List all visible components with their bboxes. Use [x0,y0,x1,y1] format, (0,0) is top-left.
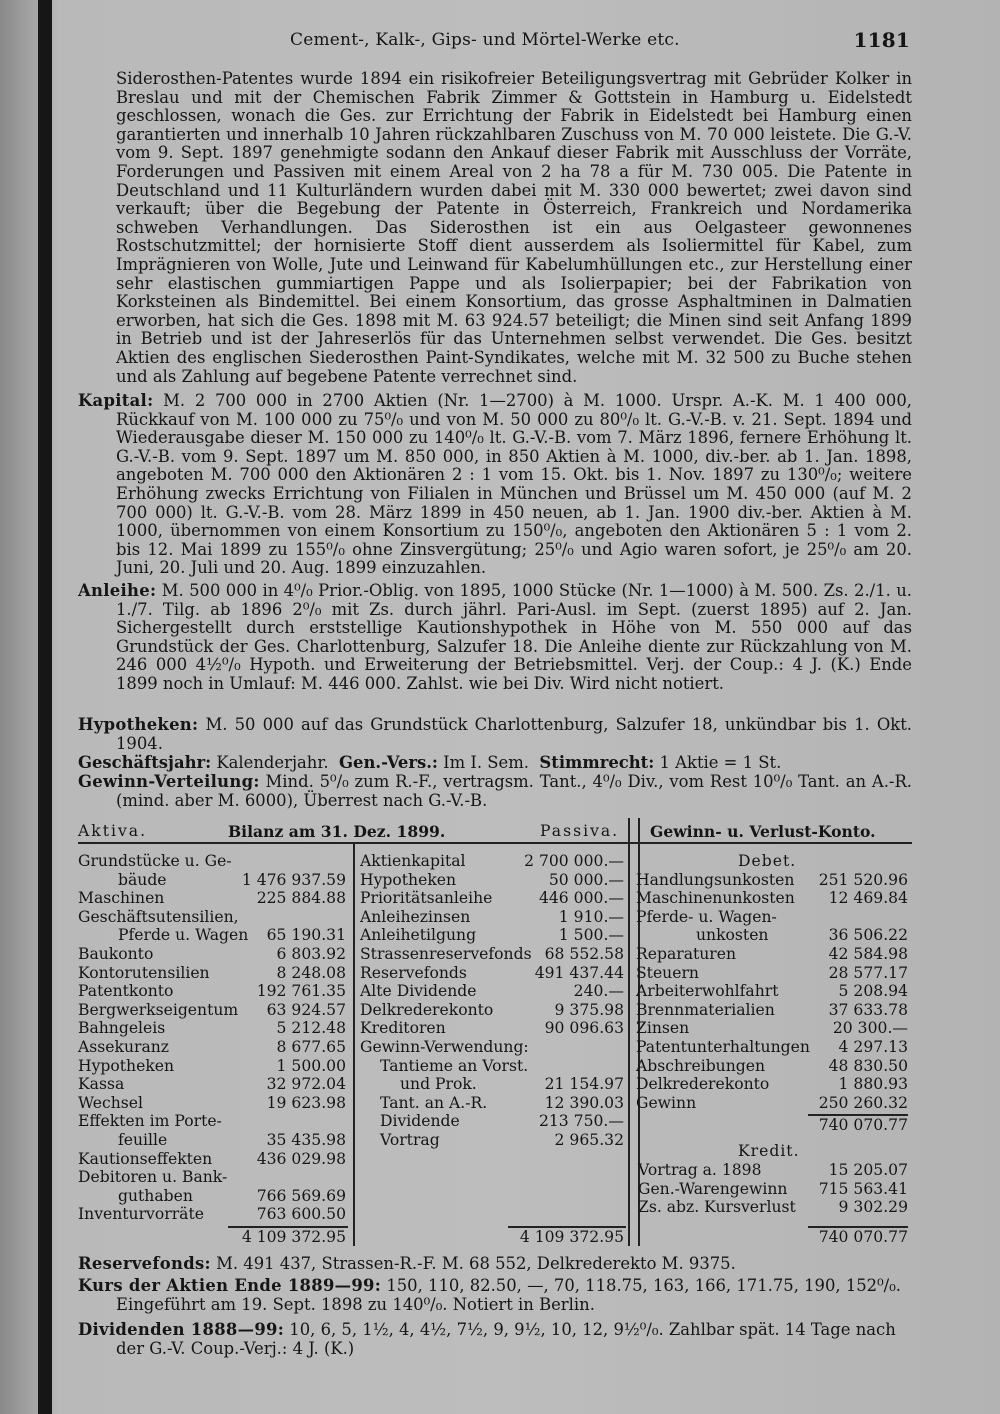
line-item-label: Arbeiterwohlfahrt [636,982,779,1001]
line-item-label: Wechsel [78,1093,143,1112]
kapital-section [78,392,912,578]
kapital-label: Kapital: [78,391,154,410]
line-item-label: Alte Dividende [360,982,477,1001]
binding-margin [38,0,52,1414]
line-item-amount: 42 584.98 [828,945,908,963]
line-item-amount: 1 500.— [558,926,624,945]
line-item-amount: 63 924.57 [266,1000,346,1019]
line-item-amount: 65 190.31 [266,926,346,945]
anleihe-text: M. 500 000 in 4⁰/₀ Prior.-Oblig. von 1895, 1000 Stücke (Nr. 1—1000) à M. 500. Zs. 2./1. u. 1./7. Tilg. ab 1896 2⁰/₀ mit Zs. durch jährl. Pari-Ausl. im Sept. (zuerst 1895) auf 2. Jan. Sichergestellt durch erststellige Kautionshypothek in Höhe von M. 550 000 auf das Grundstück der Ges. Charlottenburg, Salzufer 18. Die Anleihe diente zur Rückzahlung von M. 246 000 4½⁰/₀ Hypoth. und Erweiterung der Betriebsmittel. Verj. der Coup.: 4 J. (K.) Ende 1899 noch in Umlauf: M. 446 000. Zahlst. wie bei Div. Wird nicht notiert. [116,581,913,693]
line-item-amount: 32 972.04 [266,1075,346,1094]
kredit-heading: Kredit. [738,1142,800,1161]
stimmrecht-value: 1 Aktie = 1 St. [659,753,782,772]
kredit-total: 740 070.77 [818,1228,908,1246]
line-item-amount: 446 000.— [538,889,624,908]
line-item-label: Maschinenunkosten [636,889,795,908]
line-item-amount: 1 880.93 [838,1075,908,1094]
line-item-label: Zinsen [636,1019,690,1038]
line-item-amount: 12 469.84 [828,889,908,908]
line-item-label: Tantieme an Vorst. [380,1056,529,1075]
line-item-label: Bahngeleis [78,1019,166,1038]
kurs-line2: Eingeführt am 19. Sept. 1898 zu 140⁰/₀. Notiert in Berlin. [116,1295,595,1314]
line-item-amount: 766 569.69 [256,1186,346,1205]
header-title: Cement-, Kalk-, Gips- und Mörtel-Werke etc. [290,30,680,50]
hypotheken-section [78,716,912,753]
line-item-label: Kassa [78,1075,125,1094]
line-item-label: Steuern [636,963,699,982]
line-item-label: Grundstücke u. Ge- [78,852,232,870]
hypotheken-label: Hypotheken: [78,715,199,734]
bilanz-title: Bilanz am 31. Dez. 1899. [228,822,446,841]
line-item-amount: 21 154.97 [544,1075,624,1094]
line-item-label: Inventurvorräte [78,1205,204,1224]
line-item-label: Gewinn [636,1093,697,1112]
dividenden-section [78,1320,912,1358]
line-item-label: Strassenreservefonds [360,945,532,963]
line-item-amount: 240.— [573,982,624,1001]
anleihe-label: Anleihe: [78,581,157,600]
line-item-amount: 1 910.— [558,907,624,926]
reservefonds-label: Reservefonds: [78,1254,211,1273]
line-item-amount: 8 248.08 [276,963,346,982]
line-item-label: Bergwerkseigentum [78,1000,239,1019]
line-item-amount: 8 677.65 [276,1038,346,1056]
line-item-label: Tant. an A.-R. [380,1093,488,1112]
kredit-sum-rule [808,1226,908,1228]
line-item-label: Aktienkapital [360,852,466,870]
line-item-label: Handlungsunkosten [636,870,795,889]
reservefonds-line [78,1254,912,1273]
line-item-label: Gen.-Warengewinn [638,1179,788,1198]
line-item-amount: 192 761.35 [256,982,346,1001]
line-item-amount: 15 205.07 [828,1161,908,1179]
line-item-label: Kautionseffekten [78,1149,213,1168]
gewinn-verteilung-label: Gewinn-Verteilung: [78,772,260,791]
hypotheken-text: M. 50 000 auf das Grundstück Charlottenburg, Salzufer 18, unkündbar bis 1. Okt. 1904. [116,715,912,753]
line-item-label: Patentkonto [78,982,174,1001]
passiva-divider [628,818,630,1246]
gv-konto-title: Gewinn- u. Verlust-Konto. [650,822,876,841]
aktiva-heading: Aktiva. [78,822,148,840]
line-item-amount: 436 029.98 [256,1149,346,1168]
line-item-amount: 2 700 000.— [524,852,624,870]
line-item-label: guthaben [118,1186,193,1205]
aktiva-total: 4 109 372.95 [241,1228,346,1246]
gewinn-verteilung-text: Mind. 5⁰/₀ zum R.-F., vertragsm. Tant., 4⁰/₀ Div., vom Rest 10⁰/₀ Tant. an A.-R. (mind. aber M. 6000), Überrest nach G.-V.-B. [116,772,912,810]
running-header [280,30,920,54]
line-item-label: Zs. abz. Kursverlust [638,1198,796,1217]
balance-sheet [78,818,912,1258]
line-item-label: bäude [118,870,167,889]
line-item-label: Delkrederekonto [360,1000,494,1019]
line-item-amount: 48 830.50 [828,1056,908,1075]
reservefonds-text: M. 491 437, Strassen-R.-F. M. 68 552, Delkrederekto M. 9375. [216,1254,736,1273]
geschaeftsjahr-line [78,754,912,773]
header-rule [78,842,912,844]
line-item-label: Debitoren u. Bank- [78,1168,228,1187]
debet-total: 740 070.77 [818,1116,908,1135]
line-item-amount: 1 500.00 [276,1056,346,1075]
gewinn-verteilung-section [78,773,912,810]
line-item-label: Baukonto [78,945,154,963]
line-item-amount: 213 750.— [538,1112,624,1131]
line-item-label: Kontorutensilien [78,963,210,982]
line-item-label: Patentunterhaltungen [636,1038,810,1056]
line-item-label: Hypotheken [78,1056,175,1075]
line-item-label: Dividende [380,1112,460,1131]
line-item-amount: 6 803.92 [276,945,346,963]
line-item-amount: 225 884.88 [256,889,346,908]
line-item-amount: 90 096.63 [544,1019,624,1038]
line-item-label: Pferde u. Wagen [118,926,249,945]
line-item-amount: 37 633.78 [828,1000,908,1019]
line-item-amount: 9 302.29 [838,1198,908,1217]
stimmrecht-label: Stimmrecht: [539,753,655,772]
line-item-amount: 35 435.98 [266,1131,346,1149]
line-item-label: Delkrederekonto [636,1075,770,1094]
aktiva-divider [353,842,355,1246]
line-item-label: feuille [118,1131,168,1149]
line-item-label: Prioritätsanleihe [360,889,493,908]
line-item-amount: 763 600.50 [256,1205,346,1224]
line-item-label: Vortrag a. 1898 [638,1161,762,1179]
gv-label: Gen.-Vers.: [339,753,438,772]
kurs-text: 150, 110, 82.50, —, 70, 118.75, 163, 166, 171.75, 190, 152⁰/₀. [386,1276,901,1295]
intro-paragraph: Siderosthen-Patentes wurde 1894 ein risikofreier Beteiligungsvertrag mit Gebrüder Kolker in Breslau und mit der Chemischen Fabrik Zimmer & Gottstein in Hamburg u. Eidelstedt geschlossen, wonach die Ges. zur Errichtung der Fabrik in Eidelstedt bei Hamburg einen garantierten und innerhalb 10 Jahren rückzahlbaren Zuschuss von M. 70 000 leistete. Die G.-V. vom 9. Sept. 1897 genehmigte sodann den Ankauf dieser Fabrik mit Ausschluss der Vorräte, Forderungen und Passiven mit einem Areal von 2 ha 78 a für M. 730 005. Die Patente in Deutschland und 11 Kulturländern wurden dabei mit M. 330 000 bewertet; zwei davon sind verkauft; über die Begebung der Patente in Österreich, Frankreich und Nordamerika schweben Verhandlungen. Das Siderosthen ist ein aus Oelgasteer gewonnenes Rostschutzmittel; der hornisierte Stoff dient ausserdem als Isoliermittel für Kabel, zum Imprägnieren von Wolle, Jute und Leinwand für Kabelumhüllungen etc., zur Herstellung einer sehr elastischen gummiartigen Pappe und als Isolierpapier; bei der Fabrikation von Korksteinen als Bindemittel. Bei einem Konsortium, das grosse Asphaltminen in Dalmatien erworben, hat sich die Ges. 1898 mit M. 63 924.57 beteiligt; die Minen sind seit Anfang 1899 in Betrieb und ist der Jahreserlös für das Unternehmen selbst verwendet. Die Ges. besitzt Aktien des englischen Siederosthen Paint-Syndikates, welche mit M. 32 500 zu Buche stehen und als Zahlung auf begebene Patente verrechnet sind. [116,69,912,386]
line-item-label: Geschäftsutensilien, [78,907,239,926]
passiva-total: 4 109 372.95 [519,1228,624,1246]
line-item-label: Anleihezinsen [360,907,471,926]
line-item-amount: 36 506.22 [828,926,908,945]
line-item-amount: 251 520.96 [818,870,908,889]
dividenden-text: 10, 6, 5, 1½, 4, 4½, 7½, 9, 9½, 10, 12, 9½⁰/₀. Zahlbar spät. 14 Tage nach der G.-V. Coup.-Verj.: 4 J. (K.) [116,1320,896,1358]
line-item-label: Brennmaterialien [636,1000,775,1019]
line-item-label: Kreditoren [360,1019,446,1038]
line-item-amount: 68 552.58 [544,945,624,963]
line-item-amount: 12 390.03 [544,1093,624,1112]
line-item-amount: 5 212.48 [276,1019,346,1038]
line-item-label: Pferde- u. Wagen- [636,907,777,926]
line-item-amount: 50 000.— [548,870,624,889]
line-item-amount: 250 260.32 [818,1093,908,1112]
geschaeftsjahr-value: Kalenderjahr. [216,753,329,772]
kapital-text: M. 2 700 000 in 2700 Aktien (Nr. 1—2700) à M. 1000. Urspr. A.-K. M. 1 400 000, Rückkauf von M. 100 000 zu 75⁰/₀ und von M. 50 000 zu 80⁰/₀ lt. G.-V.-B. v. 21. Sept. 1894 und Wiederausgabe dieser M. 150 000 zu 140⁰/₀ lt. G.-V.-B. vom 7. März 1896, fernere Erhöhung lt. G.-V.-B. vom 9. Sept. 1897 um M. 850 000, in 850 Aktien à M. 1000, div.-ber. ab 1. Jan. 1898, angeboten M. 700 000 den Aktionären 2 : 1 vom 15. Okt. bis 1. Nov. 1897 zu 130⁰/₀; weitere Erhöhung zwecks Errichtung von Filialen in München und Brüssel um M. 450 000 (auf M. 2 700 000) lt. G.-V.-B. vom 28. März 1899 in 450 neuen, ab 1. Jan. 1900 div.-ber. Aktien à M. 1000, übernommen von einem Konsortium zu 150⁰/₀, angeboten den Aktionären 5 : 1 vom 2. bis 12. Mai 1899 zu 155⁰/₀ ohne Zinsvergütung; 25⁰/₀ und Agio waren sofort, je 25⁰/₀ am 20. Juni, 20. Juli und 20. Aug. 1899 einzuzahlen. [116,391,912,578]
anleihe-section [78,582,912,694]
line-item-label: Hypotheken [360,870,457,889]
line-item-label: Abschreibungen [636,1056,766,1075]
geschaeftsjahr-label: Geschäftsjahr: [78,753,212,772]
line-item-label: Effekten im Porte- [78,1112,222,1131]
line-item-label: Reservefonds [360,963,467,982]
passiva-heading: Passiva. [540,822,620,840]
line-item-amount: 2 965.32 [554,1131,624,1149]
line-item-amount: 4 297.13 [838,1038,908,1056]
line-item-label: Reparaturen [636,945,737,963]
line-item-label: Maschinen [78,889,165,908]
line-item-amount: 1 476 937.59 [241,870,346,889]
line-item-amount: 5 208.94 [838,982,908,1001]
line-item-label: Anleihetilgung [360,926,477,945]
line-item-label: Gewinn-Verwendung: [360,1038,529,1056]
dividenden-label: Dividenden 1888—99: [78,1320,285,1339]
debet-heading: Debet. [738,852,797,870]
line-item-amount: 491 437.44 [534,963,624,982]
page-number: 1181 [853,28,910,52]
line-item-amount: 20 300.— [832,1019,908,1038]
line-item-amount: 28 577.17 [828,963,908,982]
line-item-amount: 9 375.98 [554,1000,624,1019]
gv-value: Im I. Sem. [443,753,529,772]
line-item-amount: 715 563.41 [818,1179,908,1198]
line-item-amount: 19 623.98 [266,1093,346,1112]
line-item-label: unkosten [696,926,769,945]
kurs-section [78,1276,912,1314]
kurs-label: Kurs der Aktien Ende 1889—99: [78,1276,382,1295]
line-item-label: Assekuranz [78,1038,169,1056]
line-item-label: und Prok. [400,1075,477,1094]
line-item-label: Vortrag [380,1131,440,1149]
